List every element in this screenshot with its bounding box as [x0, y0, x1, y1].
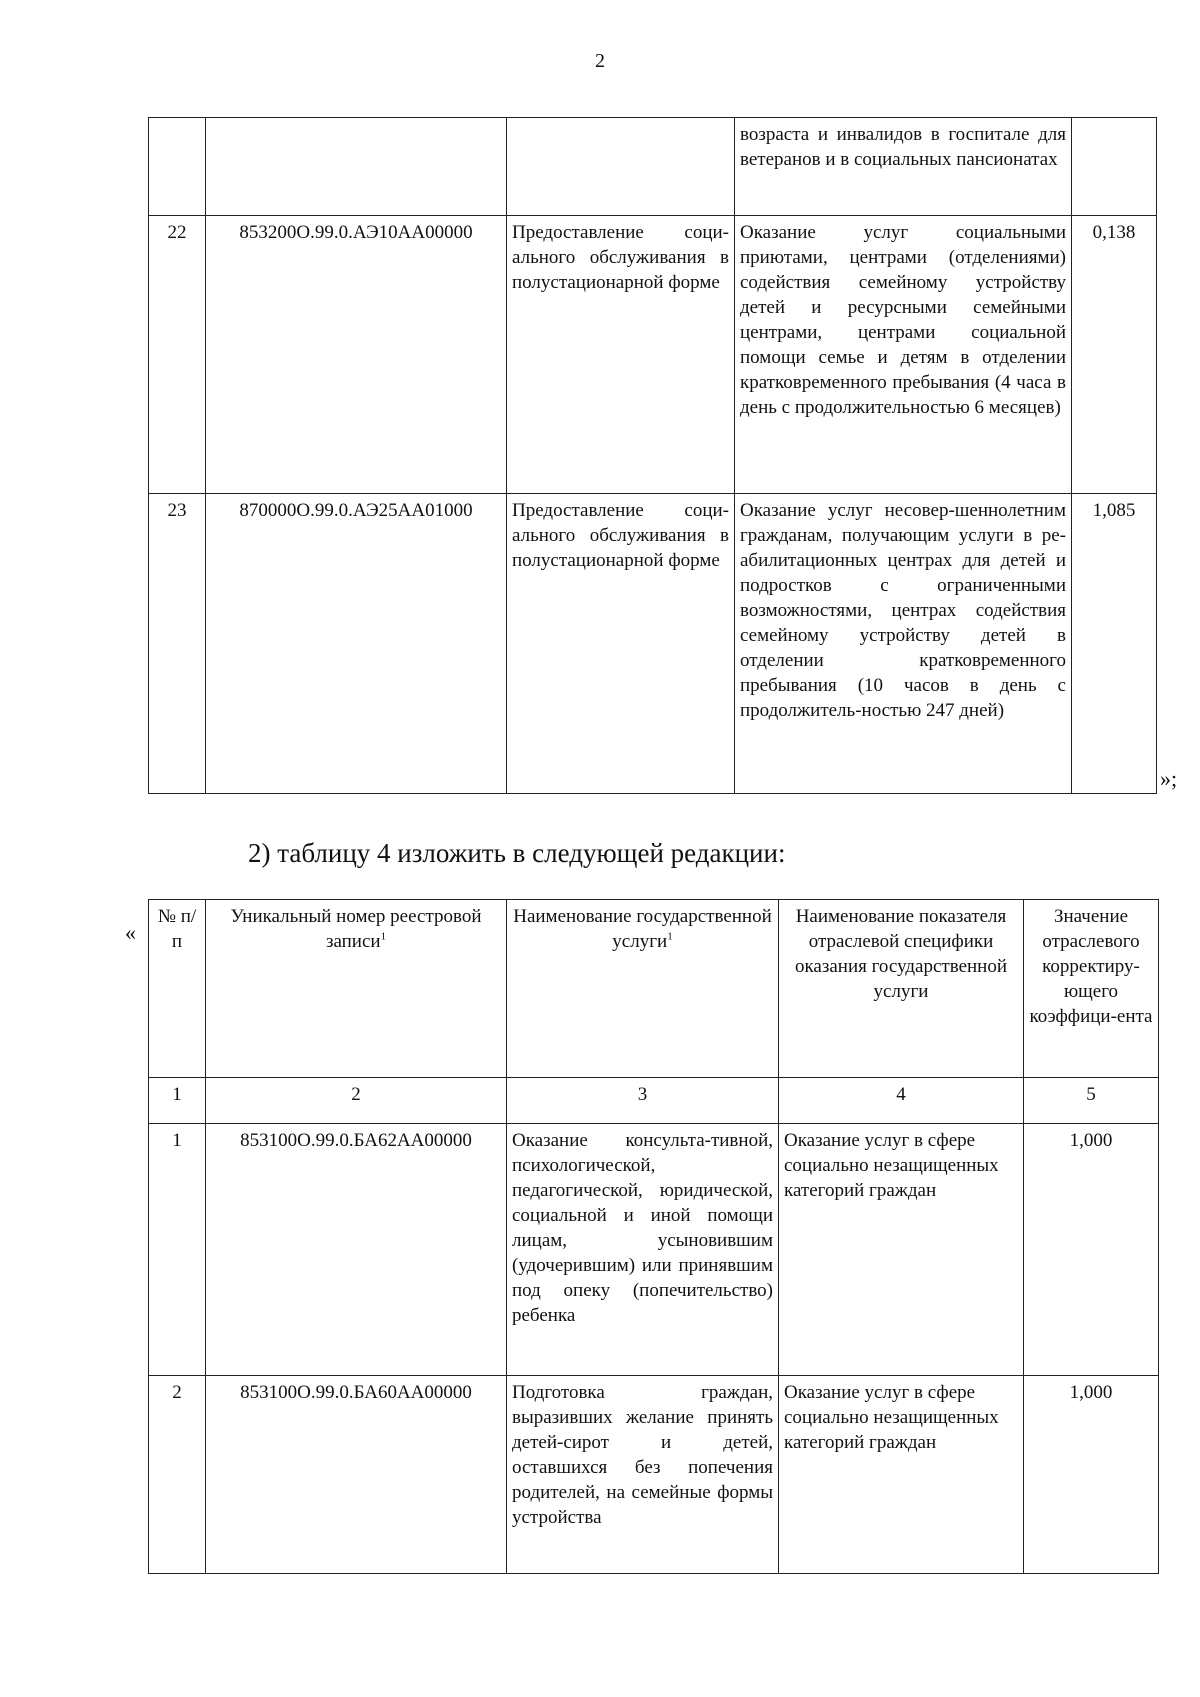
column-number: 3: [507, 1078, 779, 1124]
table-row: [149, 216, 1157, 494]
registry-code: 870000О.99.0.АЭ25АА01000: [206, 494, 507, 794]
header-service-name-label: Наименование государственной услуги: [513, 906, 772, 952]
header-coefficient: Значение отраслевого корректиру-ющего коэффици-ента: [1024, 900, 1159, 1078]
table-row: [149, 118, 1157, 216]
header-number: № п/п: [149, 900, 206, 1078]
indicator-name: Оказание услуг несовер-шеннолетним гражданам, получающим услуги в ре-абилитационных центрах для детей и подростков с ограниченными возможностями, центрах содействия семейному устройству детей в отделении кратковременного пребывания (10 часов в день с продолжитель-ностью 247 дней): [735, 494, 1072, 794]
table-row: [149, 494, 1157, 794]
column-number: 4: [779, 1078, 1024, 1124]
table-row: [149, 1124, 1159, 1376]
section-heading: 2) таблицу 4 изложить в следующей редакции:: [248, 838, 786, 868]
service-name: Оказание консульта-тивной, психологической, педагогической, юридической, социальной и иной помощи лицам, усыновившим (удочерившим) или принявшим под опеку (попечительство) ребенка: [507, 1124, 779, 1376]
row-number: 22: [149, 216, 206, 494]
indicator-name: возраста и инвалидов в госпитале для ветеранов и в социальных пансионатах: [735, 118, 1072, 216]
registry-code: 853100О.99.0.БА62АА00000: [206, 1124, 507, 1376]
page-number: 2: [595, 50, 605, 72]
row-number: [149, 118, 206, 216]
registry-code: [206, 118, 507, 216]
table-header-row: [149, 900, 1159, 1078]
service-name: Предоставление соци-ального обслуживания в полустационарной форме: [507, 494, 735, 794]
table-row: [149, 1376, 1159, 1574]
coefficient-value: 1,000: [1024, 1376, 1159, 1574]
service-name: Подготовка граждан, выразивших желание принять детей-сирот и детей, оставшихся без попечения родителей, на семейные формы устройства: [507, 1376, 779, 1574]
registry-code: 853200О.99.0.АЭ10АА00000: [206, 216, 507, 494]
continued-table: [148, 117, 1157, 794]
row-number: 2: [149, 1376, 206, 1574]
indicator-name: Оказание услуг в сфере социально незащищенных категорий граждан: [779, 1124, 1024, 1376]
registry-code: 853100О.99.0.БА60АА00000: [206, 1376, 507, 1574]
coefficient-value: [1072, 118, 1157, 216]
coefficient-value: 0,138: [1072, 216, 1157, 494]
footnote-mark: 1: [380, 930, 387, 943]
header-service-name: [507, 900, 779, 1078]
column-number: 5: [1024, 1078, 1159, 1124]
column-number: 2: [206, 1078, 507, 1124]
header-registry-code: [206, 900, 507, 1078]
service-name: [507, 118, 735, 216]
row-number: 23: [149, 494, 206, 794]
service-name: Предоставление соци-ального обслуживания в полустационарной форме: [507, 216, 735, 494]
column-number-row: [149, 1078, 1159, 1124]
indicator-name: Оказание услуг социальными приютами, центрами (отделениями) содействия семейному устройству детей и ресурсными семейными центрами, центрами социальной помощи семье и детям в отделении кратковременного пребывания (4 часа в день с продолжительностью 6 месяцев): [735, 216, 1072, 494]
closing-quote-mark: »;: [1160, 766, 1178, 791]
opening-quote-mark: «: [125, 920, 136, 945]
header-registry-code-label: Уникальный номер реестровой записи: [230, 906, 482, 952]
header-indicator-name: Наименование показателя отраслевой специфики оказания государственной услуги: [779, 900, 1024, 1078]
indicator-name: Оказание услуг в сфере социально незащищенных категорий граждан: [779, 1376, 1024, 1574]
footnote-mark: 1: [667, 930, 673, 943]
column-number: 1: [149, 1078, 206, 1124]
coefficient-value: 1,000: [1024, 1124, 1159, 1376]
coefficient-value: 1,085: [1072, 494, 1157, 794]
table-4: [148, 899, 1159, 1574]
row-number: 1: [149, 1124, 206, 1376]
